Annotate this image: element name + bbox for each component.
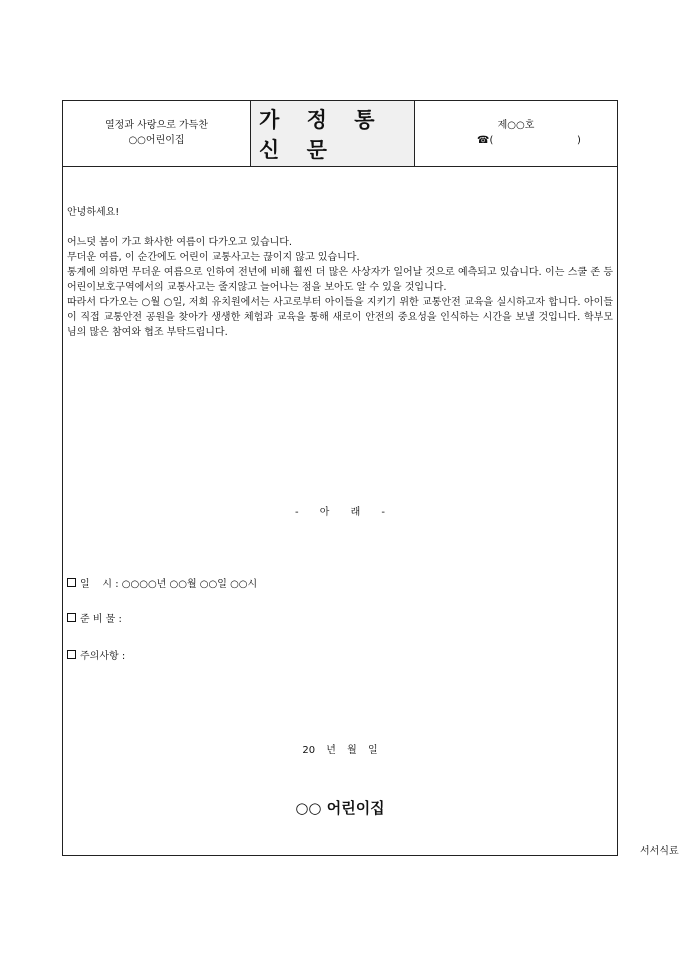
issue-number: 제○○호 bbox=[497, 120, 535, 131]
notice-heading: - 아 래 - bbox=[294, 507, 386, 518]
notice-item-datetime bbox=[67, 577, 257, 592]
notice-item-precautions bbox=[67, 649, 125, 664]
letter-body bbox=[67, 205, 613, 340]
slogan-text: 열정과 사랑으로 가득찬 bbox=[105, 120, 208, 131]
paragraph: 어느덧 봄이 가고 화사한 여름이 다가오고 있습니다. bbox=[67, 237, 293, 248]
phone-line bbox=[415, 133, 617, 148]
header-left-cell bbox=[63, 101, 251, 166]
paragraph: 따라서 다가오는 ○월 ○일, 저희 유치원에서는 사고로부터 아이들을 지키기 위한 교통안전 교육을 실시하고자 합니다. 아이들이 직접 교통안전 공원을 찾아가 생생한 체험과 교육을 통해 새로이 안전의 중요성을 인식하는 시간을 보낼 것입니다. 학부모님의 많은 참여와 협조 부탁드립니다. bbox=[67, 297, 613, 338]
header-row bbox=[63, 101, 617, 167]
paragraph: 통계에 의하면 무더운 여름으로 인하여 전년에 비해 훨씬 더 많은 사상자가 일어날 것으로 예측되고 있습니다. 이는 스쿨 존 등 어린이보호구역에서의 교통사고는 줄지않고 늘어나는 점을 보아도 알 수 있을 것입니다. bbox=[67, 267, 613, 293]
issue-date: 20 년 월 일 bbox=[302, 745, 378, 756]
document-title: 가 정 통 신 문 bbox=[251, 101, 415, 166]
checkbox-square-icon bbox=[67, 650, 76, 659]
header-right-cell bbox=[415, 101, 617, 166]
side-label: 서서식료 bbox=[640, 846, 679, 857]
checkbox-square-icon bbox=[67, 578, 76, 587]
notice-item-label: 일 시 : ○○○○년 ○○월 ○○일 ○○시 bbox=[80, 579, 258, 590]
notice-sheet bbox=[62, 100, 618, 856]
notice-item-label: 준 비 물 : bbox=[80, 614, 122, 625]
paragraph: 무더운 여름, 이 순간에도 어린이 교통사고는 끊이지 않고 있습니다. bbox=[67, 252, 360, 263]
signature: ○○ 어린이집 bbox=[295, 799, 385, 817]
phone-close-paren: ) bbox=[577, 135, 581, 146]
notice-item-supplies bbox=[67, 612, 122, 627]
greeting: 안녕하세요! bbox=[67, 207, 120, 218]
school-name: ○○어린이집 bbox=[128, 135, 185, 146]
checkbox-square-icon bbox=[67, 613, 76, 622]
phone-icon: ☎( bbox=[477, 135, 494, 146]
notice-item-label: 주의사항 : bbox=[80, 651, 126, 662]
